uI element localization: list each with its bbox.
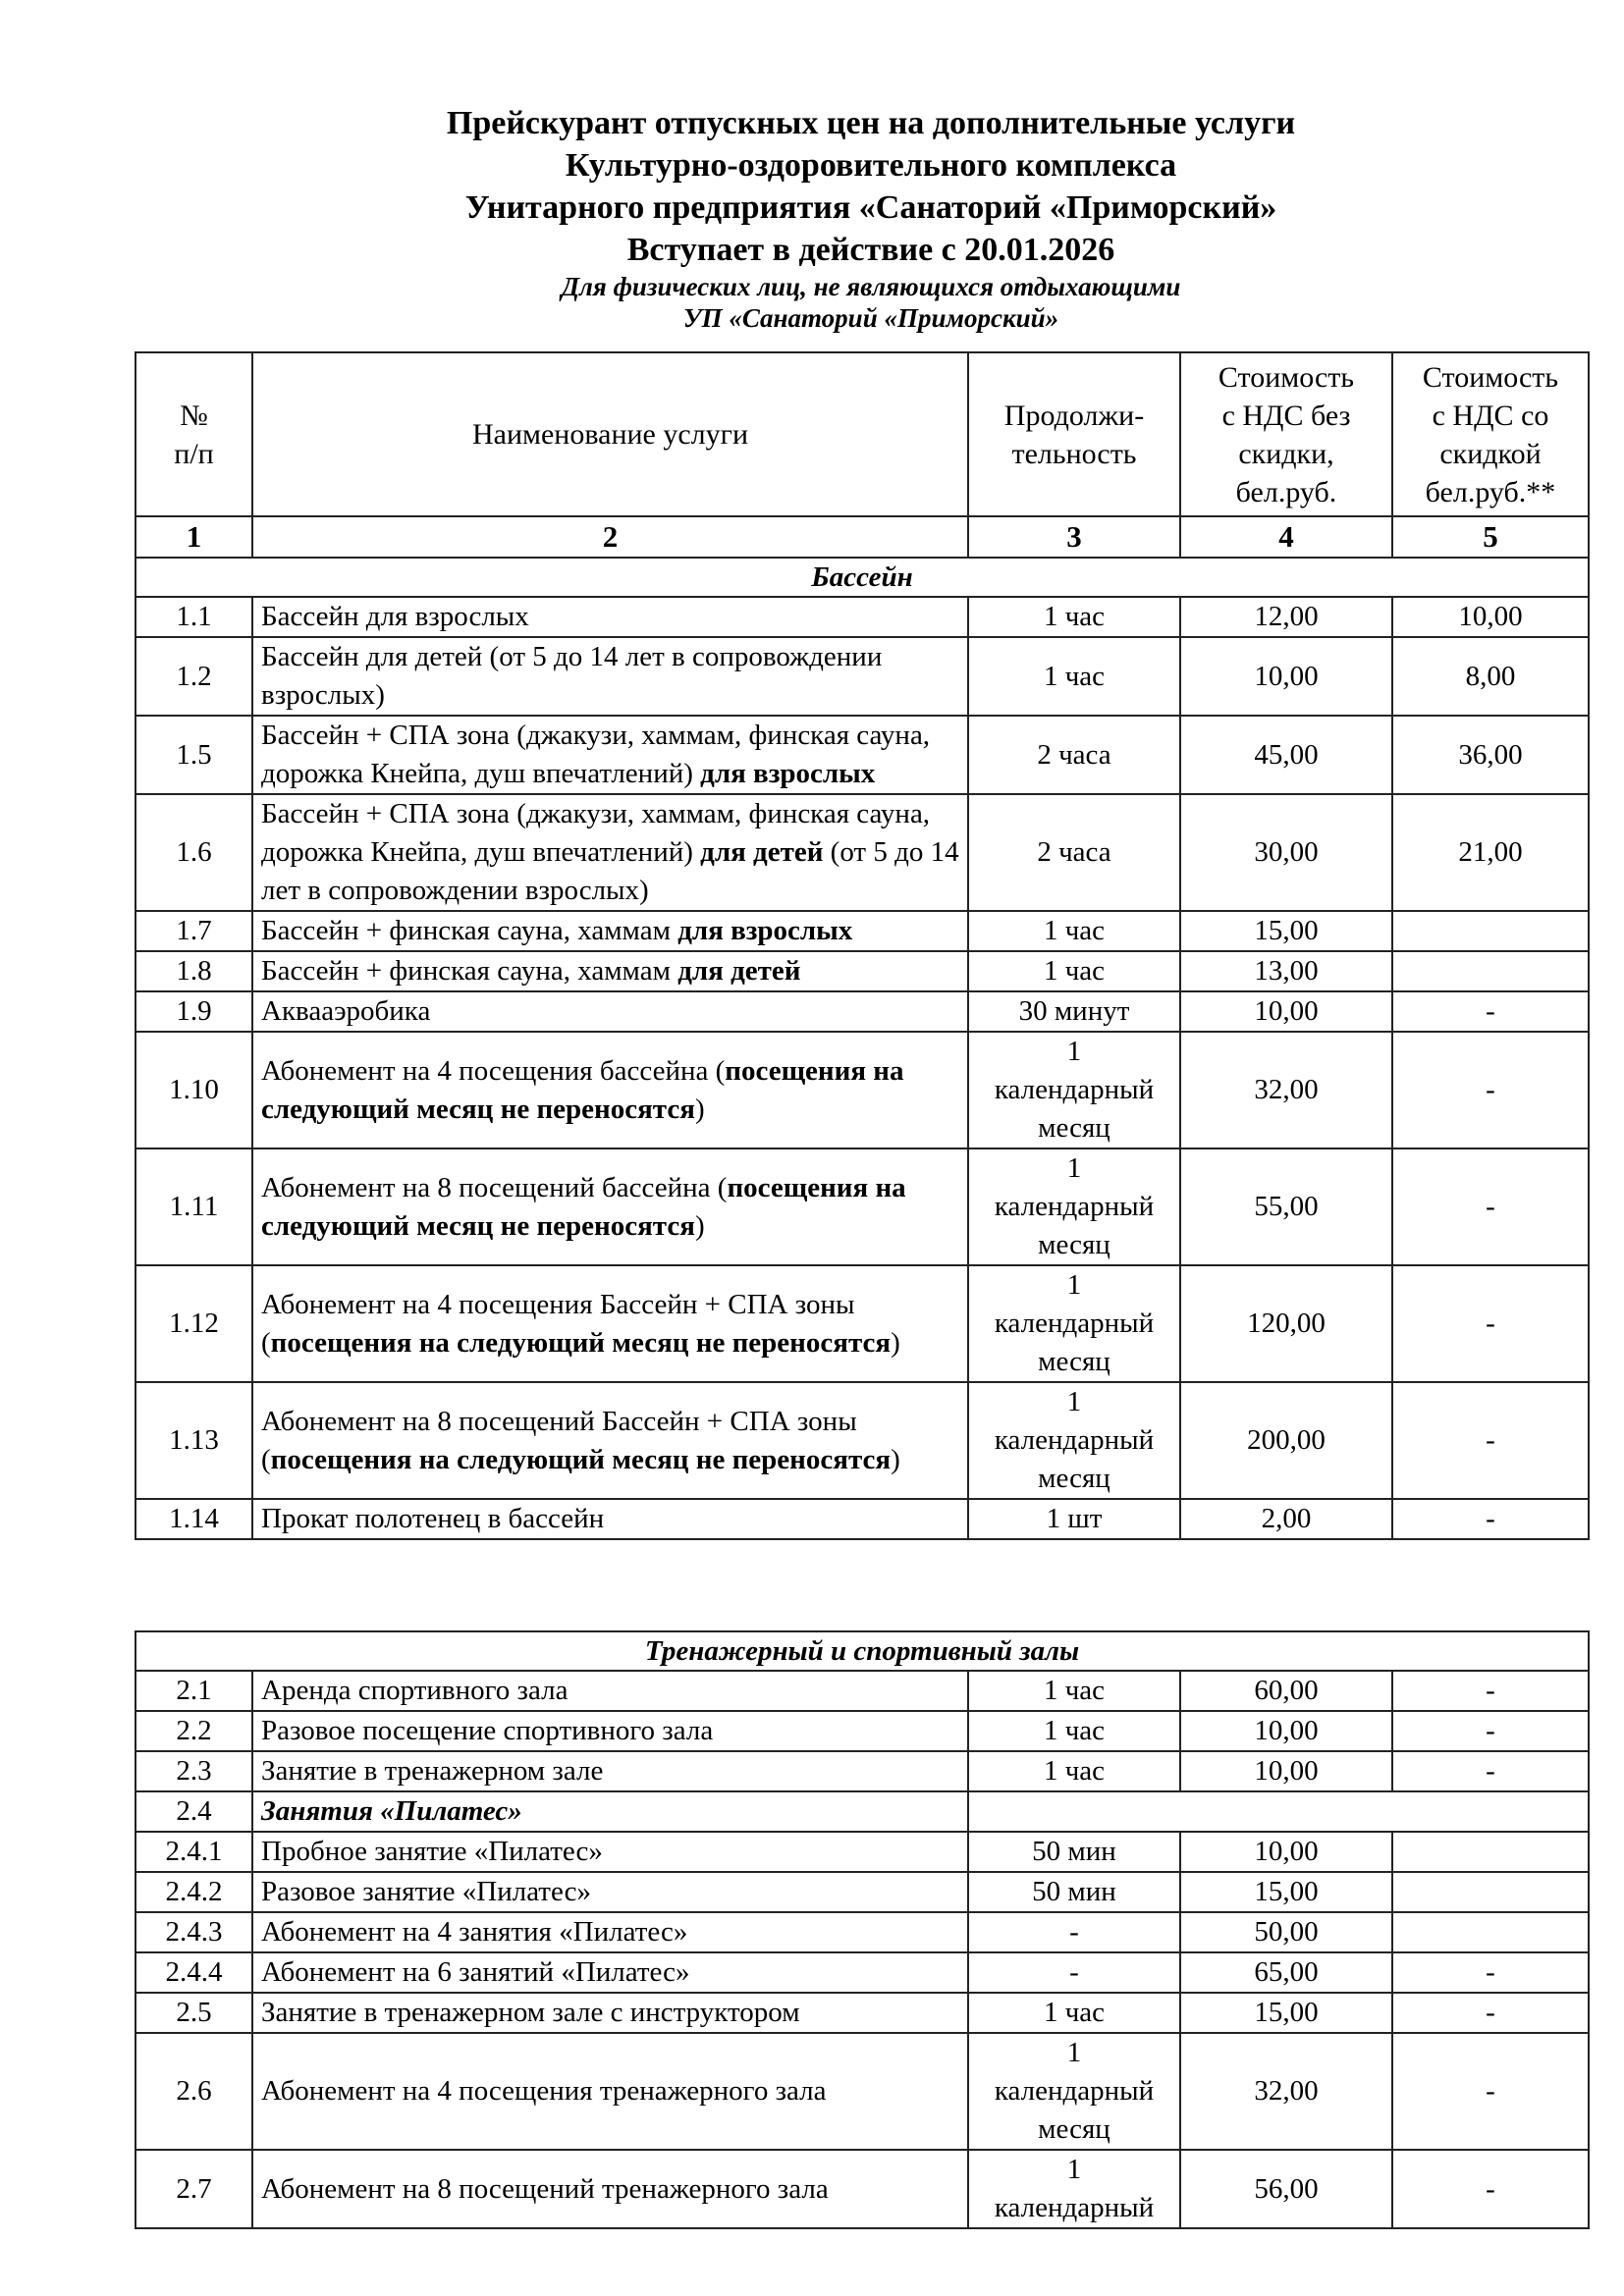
service-name-tail: ) — [694, 1093, 705, 1125]
duration — [968, 1148, 1180, 1265]
col-number: 3 — [968, 516, 1180, 558]
service-name-text: Бассейн + СПА зона (джакузи, хаммам, финская сауна, дорожка Кнейпа, душ впечатлений) — [261, 720, 931, 789]
service-name-text: Абонемент на 4 посещения Бассейн + СПА зоны ( — [261, 1288, 855, 1359]
row-number: 2.2 — [135, 1711, 252, 1751]
section-pool-rows — [135, 597, 1589, 1539]
service-name-tail: ) — [891, 1443, 900, 1475]
service-name-text: Бассейн для взрослых — [261, 601, 529, 632]
service-name-tail: (от 5 до 14 лет в сопровождении взрослых) — [261, 836, 959, 906]
service-name — [252, 637, 968, 716]
price-no-discount: 120,00 — [1180, 1265, 1392, 1382]
service-name — [252, 716, 968, 794]
row-number: 1.9 — [135, 991, 252, 1032]
price-with-discount — [1392, 1832, 1589, 1872]
service-name-bold: посещения на следующий месяц не переносятся — [270, 1326, 892, 1359]
service-name-text: Бассейн + финская сауна, хаммам — [261, 955, 678, 987]
title-line-3: Унитарного предприятия «Санаторий «Приморский» — [464, 189, 1277, 226]
table-row — [135, 991, 1589, 1032]
title-line-2: Культурно-оздоровительного комплекса — [565, 147, 1177, 184]
price-with-discount: - — [1392, 1148, 1589, 1265]
service-name-text: Пробное занятие «Пилатес» — [261, 1836, 603, 1867]
duration: 50 мин — [968, 1832, 1180, 1872]
price-with-discount: - — [1392, 1499, 1589, 1539]
duration-part: 1 — [1066, 1386, 1082, 1417]
service-name — [252, 1265, 968, 1382]
row-number: 2.5 — [135, 1993, 252, 2033]
service-name-tail: ) — [891, 1326, 900, 1359]
duration: 1 час — [968, 597, 1180, 637]
service-name-text: Бассейн для детей (от 5 до 14 лет в сопровождении взрослых) — [261, 641, 883, 711]
service-name — [252, 1912, 968, 1952]
table-row — [135, 2150, 1589, 2228]
duration: 1 шт — [968, 1499, 1180, 1539]
row-number: 1.8 — [135, 951, 252, 991]
price-no-discount: 65,00 — [1180, 1952, 1392, 1993]
row-number: 1.6 — [135, 794, 252, 911]
price-with-discount: 21,00 — [1392, 794, 1589, 911]
service-name-bold: для детей — [700, 836, 824, 868]
row-number: 2.7 — [135, 2150, 252, 2228]
duration-part: календарный — [994, 1191, 1155, 1222]
service-name-text: Прокат полотенец в бассейн — [261, 1503, 605, 1534]
table-row — [135, 1993, 1589, 2033]
service-name-text: Абонемент на 8 посещений тренажерного зала — [261, 2172, 829, 2205]
empty-merged-cell — [968, 1791, 1589, 1832]
price-no-discount: 10,00 — [1180, 991, 1392, 1032]
service-name-text: Абонемент на 4 посещения бассейна ( — [261, 1054, 726, 1087]
section-row-gym — [135, 1631, 1589, 1671]
row-number: 1.11 — [135, 1148, 252, 1265]
duration: 1 час — [968, 911, 1180, 951]
row-number: 2.4 — [135, 1791, 252, 1832]
table-row — [135, 1148, 1589, 1265]
service-name-bold: посещения на следующий месяц не переносятся — [261, 1171, 906, 1242]
row-number: 2.4.2 — [135, 1872, 252, 1912]
row-number: 2.4.4 — [135, 1952, 252, 1993]
service-name-text: Абонемент на 8 посещений бассейна ( — [261, 1171, 728, 1203]
service-name-bold: для взрослых — [700, 758, 876, 789]
table-row — [135, 1499, 1589, 1539]
col-header-num: № п/п — [135, 352, 252, 516]
duration: 1 час — [968, 951, 1180, 991]
price-with-discount: - — [1392, 1751, 1589, 1791]
section-title: Бассейн — [135, 558, 1589, 597]
row-number: 1.12 — [135, 1265, 252, 1382]
table-row — [135, 794, 1589, 911]
col-header-duration: Продолжи- тельность — [968, 352, 1180, 516]
service-name — [252, 1032, 968, 1148]
service-name — [252, 2033, 968, 2150]
price-with-discount: 36,00 — [1392, 716, 1589, 794]
col-number: 2 — [252, 516, 968, 558]
duration: - — [968, 1912, 1180, 1952]
table-row — [135, 1671, 1589, 1711]
table-row — [135, 951, 1589, 991]
service-name — [252, 1499, 968, 1539]
price-with-discount: - — [1392, 1952, 1589, 1993]
price-with-discount: - — [1392, 1382, 1589, 1499]
duration: 30 минут — [968, 991, 1180, 1032]
table-header-row — [135, 352, 1589, 516]
row-number: 1.7 — [135, 911, 252, 951]
price-no-discount: 13,00 — [1180, 951, 1392, 991]
service-name-text: Аквааэробика — [261, 995, 431, 1027]
duration: 50 мин — [968, 1872, 1180, 1912]
service-name — [252, 2150, 968, 2228]
subtitle-line-2: УП «Санаторий «Приморский» — [682, 303, 1059, 333]
duration: 2 часа — [968, 794, 1180, 911]
duration-part: 1 — [1066, 2037, 1082, 2068]
price-no-discount: 55,00 — [1180, 1148, 1392, 1265]
service-name — [252, 991, 968, 1032]
duration-part: месяц — [1038, 1229, 1110, 1260]
service-name-bold: посещения на следующий месяц не переносятся — [270, 1443, 892, 1475]
duration-part: 1 — [1066, 1269, 1082, 1301]
table-row — [135, 1791, 1589, 1832]
price-with-discount — [1392, 1912, 1589, 1952]
service-name-text: Бассейн + СПА зона (джакузи, хаммам, финская сауна, дорожка Кнейпа, душ впечатлений) — [261, 798, 931, 868]
service-name — [252, 1148, 968, 1265]
service-name — [252, 1791, 968, 1832]
price-with-discount: - — [1392, 1265, 1589, 1382]
duration: 1 час — [968, 1751, 1180, 1791]
col-header-name: Наименование услуги — [252, 352, 968, 516]
row-number: 1.1 — [135, 597, 252, 637]
row-number: 2.4.3 — [135, 1912, 252, 1952]
service-name-text: Абонемент на 6 занятий «Пилатес» — [261, 1956, 690, 1988]
duration — [968, 2150, 1180, 2228]
service-name — [252, 1671, 968, 1711]
price-no-discount: 10,00 — [1180, 1751, 1392, 1791]
price-with-discount: - — [1392, 2033, 1589, 2150]
column-number-row — [135, 516, 1589, 558]
service-name — [252, 1952, 968, 1993]
duration: 1 час — [968, 1671, 1180, 1711]
service-name-tail: ) — [694, 1209, 705, 1242]
duration: 1 час — [968, 637, 1180, 716]
service-name-text: Разовое посещение спортивного зала — [261, 1715, 714, 1746]
table-row — [135, 1751, 1589, 1791]
table-row — [135, 1382, 1589, 1499]
service-name-text: Бассейн + финская сауна, хаммам — [261, 915, 678, 946]
table-row — [135, 1032, 1589, 1148]
duration — [968, 1382, 1180, 1499]
row-number: 1.5 — [135, 716, 252, 794]
duration — [968, 1265, 1180, 1382]
row-number: 2.3 — [135, 1751, 252, 1791]
section-row-pool — [135, 558, 1589, 597]
col-header-price: Стоимость с НДС без скидки, бел.руб. — [1180, 352, 1392, 516]
col-number: 5 — [1392, 516, 1589, 558]
subsection-title: Занятия «Пилатес» — [261, 1795, 522, 1827]
price-no-discount: 60,00 — [1180, 1671, 1392, 1711]
table-row — [135, 1711, 1589, 1751]
table-row — [135, 1832, 1589, 1872]
duration-part: календарный — [994, 1308, 1155, 1339]
duration — [968, 1032, 1180, 1148]
row-number: 1.14 — [135, 1499, 252, 1539]
service-name — [252, 1382, 968, 1499]
price-no-discount: 200,00 — [1180, 1382, 1392, 1499]
duration-part: календарный — [994, 2075, 1155, 2107]
service-name — [252, 1872, 968, 1912]
price-with-discount: - — [1392, 2150, 1589, 2228]
price-no-discount: 32,00 — [1180, 1032, 1392, 1148]
duration-part: месяц — [1038, 1112, 1110, 1144]
price-no-discount: 50,00 — [1180, 1912, 1392, 1952]
title-line-1: Прейскурант отпускных цен на дополнительные услуги — [446, 105, 1296, 141]
price-table-gym — [135, 1630, 1590, 2229]
price-no-discount: 15,00 — [1180, 1872, 1392, 1912]
price-no-discount: 12,00 — [1180, 597, 1392, 637]
table-row — [135, 1265, 1589, 1382]
price-with-discount — [1392, 1872, 1589, 1912]
price-with-discount: 8,00 — [1392, 637, 1589, 716]
duration-part: календарный — [994, 1074, 1155, 1105]
duration-part: календарный — [994, 1424, 1155, 1456]
table-row — [135, 597, 1589, 637]
duration-part: 1 — [1066, 1036, 1082, 1067]
row-number: 2.1 — [135, 1671, 252, 1711]
price-no-discount: 10,00 — [1180, 1711, 1392, 1751]
table-row — [135, 2033, 1589, 2150]
effective-date: Вступает в действие с 20.01.2026 — [626, 232, 1115, 268]
row-number: 2.6 — [135, 2033, 252, 2150]
price-with-discount: - — [1392, 1032, 1589, 1148]
duration-part: месяц — [1038, 1346, 1110, 1377]
service-name-text: Абонемент на 4 занятия «Пилатес» — [261, 1916, 688, 1948]
service-name-bold: для детей — [677, 955, 801, 987]
table-row — [135, 637, 1589, 716]
duration-part: календарный — [994, 2192, 1155, 2223]
duration: 1 час — [968, 1711, 1180, 1751]
duration: 2 часа — [968, 716, 1180, 794]
price-with-discount — [1392, 951, 1589, 991]
service-name-text: Занятие в тренажерном зале — [261, 1755, 604, 1787]
service-name — [252, 911, 968, 951]
price-no-discount: 15,00 — [1180, 1993, 1392, 2033]
service-name-text: Абонемент на 8 посещений Бассейн + СПА зоны ( — [261, 1405, 857, 1475]
subtitle-line-1: Для физических лиц, не являющихся отдыхающими — [561, 272, 1181, 301]
price-with-discount: - — [1392, 1671, 1589, 1711]
duration-part: 1 — [1066, 2154, 1082, 2185]
section-gym-rows — [135, 1671, 1589, 2228]
duration-part: 1 — [1066, 1152, 1082, 1184]
price-with-discount — [1392, 911, 1589, 951]
price-with-discount: - — [1392, 1711, 1589, 1751]
price-no-discount: 2,00 — [1180, 1499, 1392, 1539]
service-name-bold: для взрослых — [677, 915, 853, 946]
price-with-discount: 10,00 — [1392, 597, 1589, 637]
duration — [968, 2033, 1180, 2150]
service-name-text: Аренда спортивного зала — [261, 1675, 568, 1706]
row-number: 1.10 — [135, 1032, 252, 1148]
row-number: 2.4.1 — [135, 1832, 252, 1872]
price-no-discount: 56,00 — [1180, 2150, 1392, 2228]
duration-part: месяц — [1038, 2113, 1110, 2145]
service-name — [252, 1993, 968, 2033]
row-number: 1.13 — [135, 1382, 252, 1499]
price-no-discount: 10,00 — [1180, 1832, 1392, 1872]
table-row — [135, 1952, 1589, 1993]
service-name-text: Занятие в тренажерном зале с инструктором — [261, 1997, 800, 2028]
document-header — [0, 102, 1624, 334]
table-row — [135, 716, 1589, 794]
col-number: 1 — [135, 516, 252, 558]
service-name-text: Абонемент на 4 посещения тренажерного зала — [261, 2075, 827, 2107]
duration: - — [968, 1952, 1180, 1993]
price-no-discount: 32,00 — [1180, 2033, 1392, 2150]
service-name — [252, 597, 968, 637]
price-no-discount: 10,00 — [1180, 637, 1392, 716]
section-title: Тренажерный и спортивный залы — [135, 1631, 1589, 1671]
price-no-discount: 30,00 — [1180, 794, 1392, 911]
price-no-discount: 45,00 — [1180, 716, 1392, 794]
service-name-text: Разовое занятие «Пилатес» — [261, 1876, 591, 1907]
service-name — [252, 951, 968, 991]
price-with-discount: - — [1392, 1993, 1589, 2033]
service-name — [252, 1751, 968, 1791]
price-with-discount: - — [1392, 991, 1589, 1032]
table-row — [135, 911, 1589, 951]
table-row — [135, 1872, 1589, 1912]
col-header-discount: Стоимость с НДС со скидкой бел.руб.** — [1392, 352, 1589, 516]
service-name-bold: посещения на следующий месяц не переносятся — [261, 1054, 904, 1125]
table-row — [135, 1912, 1589, 1952]
duration: 1 час — [968, 1993, 1180, 2033]
row-number: 1.2 — [135, 637, 252, 716]
service-name — [252, 794, 968, 911]
service-name — [252, 1832, 968, 1872]
duration-part: месяц — [1038, 1463, 1110, 1494]
col-number: 4 — [1180, 516, 1392, 558]
price-table-pool — [135, 351, 1590, 1540]
price-no-discount: 15,00 — [1180, 911, 1392, 951]
service-name — [252, 1711, 968, 1751]
